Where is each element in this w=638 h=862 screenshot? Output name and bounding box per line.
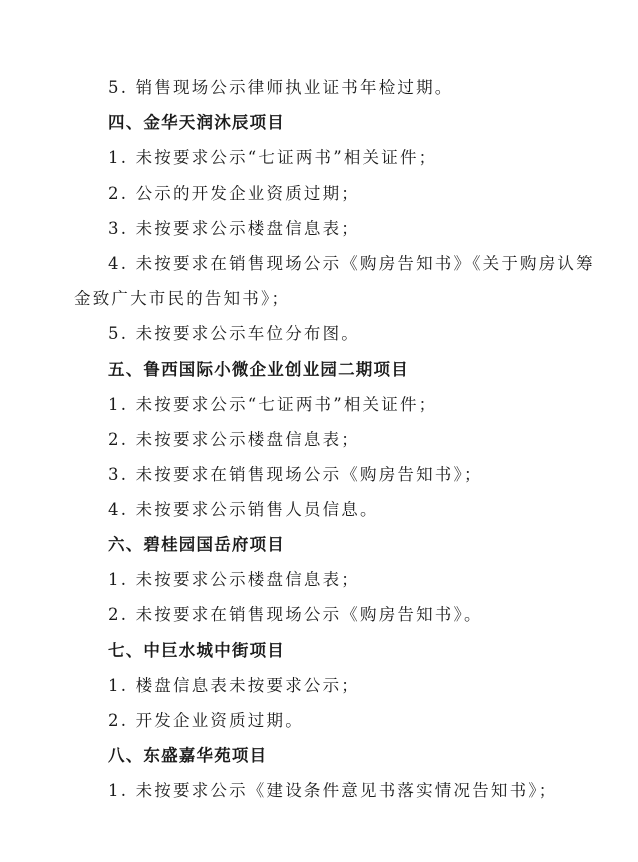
list-item: 5. 未按要求公示车位分布图。 bbox=[108, 324, 360, 343]
list-item: 4. 未按要求公示销售人员信息。 bbox=[108, 500, 379, 519]
list-item: 5. 销售现场公示律师执业证书年检过期。 bbox=[108, 78, 454, 97]
section-heading: 六、碧桂园国岳府项目 bbox=[108, 535, 285, 554]
list-item: 1. 未按要求公示“七证两书”相关证件； bbox=[108, 148, 438, 167]
list-item: 2. 未按要求在销售现场公示《购房告知书》。 bbox=[108, 605, 483, 624]
list-item: 4. 未按要求在销售现场公示《购房告知书》《关于购房认筹 bbox=[108, 254, 595, 273]
list-item: 3. 未按要求在销售现场公示《购房告知书》； bbox=[108, 465, 483, 484]
list-item: 1. 未按要求公示楼盘信息表； bbox=[108, 570, 360, 589]
section-heading: 五、鲁西国际小微企业创业园二期项目 bbox=[108, 360, 409, 379]
list-item: 2. 开发企业资质过期。 bbox=[108, 711, 304, 730]
list-item-continuation: 金致广大市民的告知书》； bbox=[74, 289, 291, 308]
list-item: 2. 未按要求公示楼盘信息表； bbox=[108, 430, 360, 449]
list-item: 1. 楼盘信息表未按要求公示； bbox=[108, 676, 360, 695]
list-item: 1. 未按要求公示《建设条件意见书落实情况告知书》； bbox=[108, 781, 558, 800]
list-item: 3. 未按要求公示楼盘信息表； bbox=[108, 219, 360, 238]
list-item: 2. 公示的开发企业资质过期； bbox=[108, 184, 360, 203]
section-heading: 七、中巨水城中街项目 bbox=[108, 641, 285, 660]
list-item: 1. 未按要求公示“七证两书”相关证件； bbox=[108, 395, 438, 414]
section-heading: 八、东盛嘉华苑项目 bbox=[108, 746, 268, 765]
section-heading: 四、金华天润沐辰项目 bbox=[108, 113, 285, 132]
